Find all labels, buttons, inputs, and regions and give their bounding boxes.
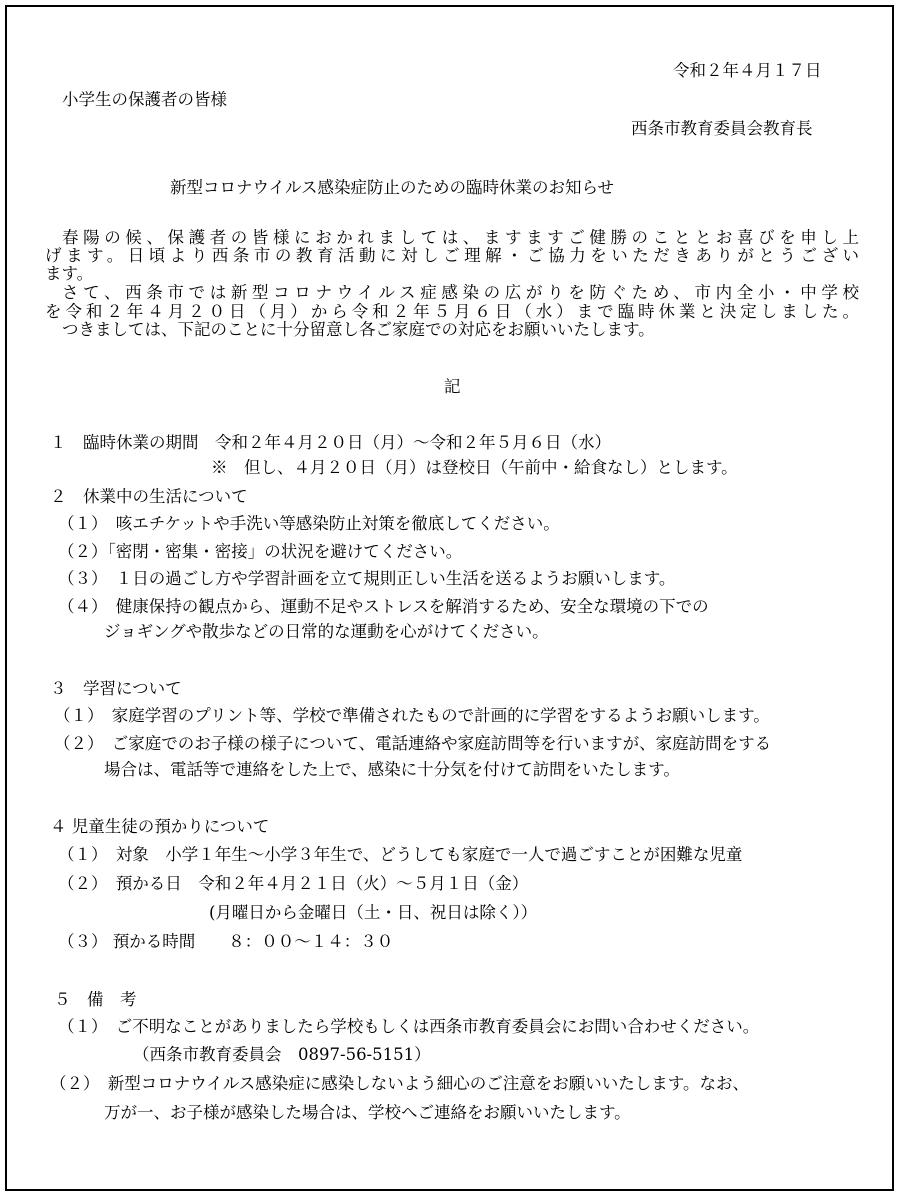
section-5-heading: ５ 備 考 xyxy=(54,990,137,1009)
section-3-item-1: （１） 家庭学習のプリント等、学校で準備されたもので計画的に学習をするようお願いします。 xyxy=(54,706,770,725)
section-2-item-1: （１） 咳エチケットや手洗い等感染防止対策を徹底してください。 xyxy=(58,514,560,533)
intro-line-3: ます。 xyxy=(45,264,94,283)
section-5-item-1: （１） ご不明なことがありましたら学校もしくは西条市教育委員会にお問い合わせください。 xyxy=(58,1017,760,1036)
section-1-note: ※ 但し、４月２０日（月）は登校日（午前中・給食なし）とします。 xyxy=(211,458,738,477)
intro-line-5: を令和２年４月２０日（月）から令和２年５月６日（水）まで臨時休業と決定しました。 xyxy=(45,302,860,321)
section-4-heading: ４ 児童生徒の預かりについて xyxy=(50,817,270,836)
section-4-item-2-note: (月曜日から金曜日（土・日、祝日は除く）） xyxy=(209,903,538,922)
section-3-heading: ３ 学習について xyxy=(50,679,182,698)
section-3-item-2: （２） ご家庭でのお子様の様子について、電話連絡や家庭訪問等を行いますが、家庭訪問をする xyxy=(54,734,772,753)
section-2-item-3: （３） １日の過ごし方や学習計画を立て規則正しい生活を送るようお願いします。 xyxy=(58,569,676,588)
section-4-item-2: （２） 預かる日 令和２年４月２１日（火）～５月１日（金） xyxy=(58,874,529,893)
section-4-item-3: （３） 預かる時間 ８：００～１４：３０ xyxy=(58,932,394,951)
section-2-item-4-cont: ジョギングや散歩などの日常的な運動を心がけてください。 xyxy=(104,622,549,641)
document-date: 令和２年４月１７日 xyxy=(673,61,822,80)
section-5-item-2-cont: 万が一、お子様が感染した場合は、学校へご連絡をお願いいたします。 xyxy=(104,1103,631,1122)
section-2-item-2: （２）「密閉・密集・密接」の状況を避けてください。 xyxy=(58,542,463,561)
notice-title: 新型コロナウイルス感染症防止のための臨時休業のお知らせ xyxy=(170,178,615,197)
section-2-item-4: （４） 健康保持の観点から、運動不足やストレスを解消するため、安全な環境の下での xyxy=(58,597,709,616)
ki-mark: 記 xyxy=(444,377,461,396)
section-3-item-2-cont: 場合は、電話等で連絡をした上で、感染に十分気を付けて訪問をいたします。 xyxy=(104,760,680,779)
sender: 西条市教育委員会教育長 xyxy=(631,119,813,138)
intro-line-2: げます。日頃より西条市の教育活動に対しご理解・ご協力をいただきありがとうござい xyxy=(45,246,859,265)
intro-line-6: つきましては、下記のことに十分留意し各ご家庭での対応をお願いいたします。 xyxy=(62,320,655,339)
intro-line-1: 春陽の候、保護者の皆様におかれましては、ますますご健勝のこととお喜びを申し上 xyxy=(62,228,860,247)
section-1-heading: １ 臨時休業の期間 令和２年４月２０日（月）～令和２年５月６日（水） xyxy=(50,433,611,452)
recipient: 小学生の保護者の皆様 xyxy=(62,90,227,109)
section-4-item-1: （１） 対象 小学１年生～小学３年生で、どうしても家庭で一人で過ごすことが困難な児童 xyxy=(58,845,743,864)
section-5-contact: （西条市教育委員会 0897-56-5151） xyxy=(133,1045,431,1064)
section-5-item-2: （２） 新型コロナウイルス感染症に感染しないよう細心のご注意をお願いいたします。なお、 xyxy=(50,1074,749,1093)
section-2-heading: ２ 休業中の生活について xyxy=(50,487,248,506)
intro-line-4: さて、西条市では新型コロナウイルス症感染の広がりを防ぐため、市内全小・中学校 xyxy=(62,283,859,302)
